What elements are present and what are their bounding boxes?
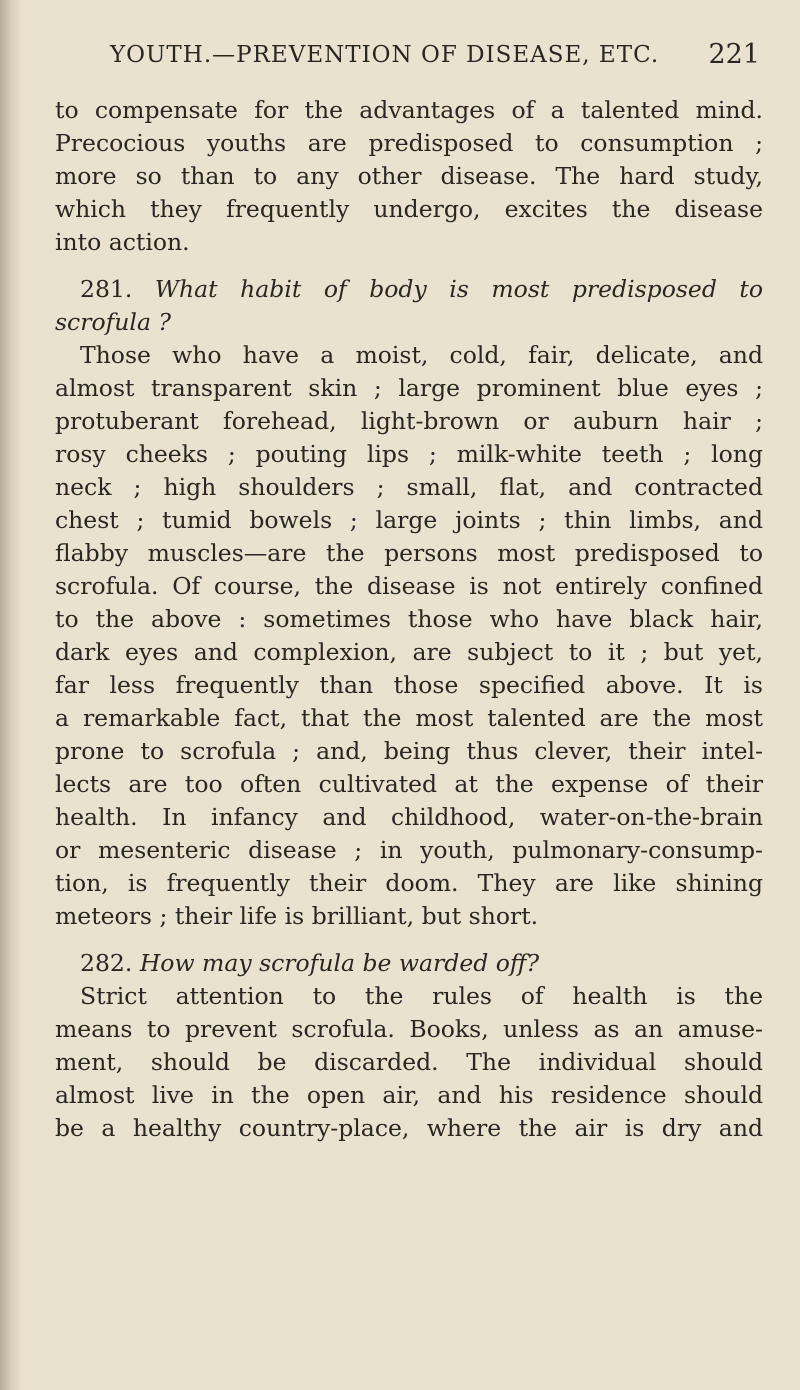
question-282 [55,947,763,1145]
question-text-cont: scrofula ? [55,308,172,336]
answer-line: protuberant forehead, light-brown or auburn hair ; [55,407,763,435]
question-heading [55,273,763,306]
question-text: How may scrofula be warded off? [139,949,540,977]
answer-line: far less frequently than those specified above. It is [55,671,763,699]
answer-line: rosy cheeks ; pouting lips ; milk-white teeth ; long [55,440,763,468]
page-gutter-shadow [0,0,22,1390]
text-line: Precocious youths are predisposed to consumption ; [55,129,763,157]
answer-line: almost live in the open air, and his residence should [55,1081,763,1109]
answer-line: flabby muscles—are the persons most predisposed to [55,539,763,567]
answer-line: chest ; tumid bowels ; large joints ; thin limbs, and [55,506,763,534]
answer-line: health. In infancy and childhood, water-on-the-brain [55,803,763,831]
answer-line: or mesenteric disease ; in youth, pulmonary-consump- [55,836,763,864]
answer-line: to the above : sometimes those who have black hair, [55,605,763,633]
question-text: What habit of body is most predisposed to [154,275,763,303]
answer-line: neck ; high shoulders ; small, flat, and contracted [55,473,763,501]
answer-line: scrofula. Of course, the disease is not entirely confined [55,572,763,600]
question-heading [55,947,763,980]
page-body [55,94,763,1145]
answer-line: be a healthy country-place, where the air is dry and [55,1114,763,1142]
text-line: which they frequently undergo, excites the disease [55,195,763,223]
question-281 [55,273,763,933]
text-line: to compensate for the advantages of a talented mind. [55,96,763,124]
running-title: YOUTH.—PREVENTION OF DISEASE, ETC. [110,42,660,68]
text-line: into action. [55,228,190,256]
answer-line: meteors ; their life is brilliant, but short. [55,902,539,930]
answer-line: a remarkable fact, that the most talented are the most [55,704,763,732]
running-header [110,39,760,70]
answer-line: means to prevent scrofula. Books, unless as an amuse- [55,1015,763,1043]
answer-line: Those who have a moist, cold, fair, delicate, and [80,341,763,369]
text-line: more so than to any other disease. The hard study, [55,162,763,190]
answer-line: Strict attention to the rules of health is the [80,982,763,1010]
answer-line: ment, should be discarded. The individual should [55,1048,763,1076]
answer-line: lects are too often cultivated at the expense of their [55,770,763,798]
answer-line: dark eyes and complexion, are subject to it ; but yet, [55,638,763,666]
answer-line: tion, is frequently their doom. They are like shining [55,869,763,897]
answer-line: prone to scrofula ; and, being thus clever, their intel- [55,737,763,765]
page-number: 221 [708,39,760,70]
answer-line: almost transparent skin ; large prominent blue eyes ; [55,374,763,402]
question-number: 282. [80,949,133,977]
question-number: 281. [80,275,133,303]
paragraph-continuation [55,94,763,259]
